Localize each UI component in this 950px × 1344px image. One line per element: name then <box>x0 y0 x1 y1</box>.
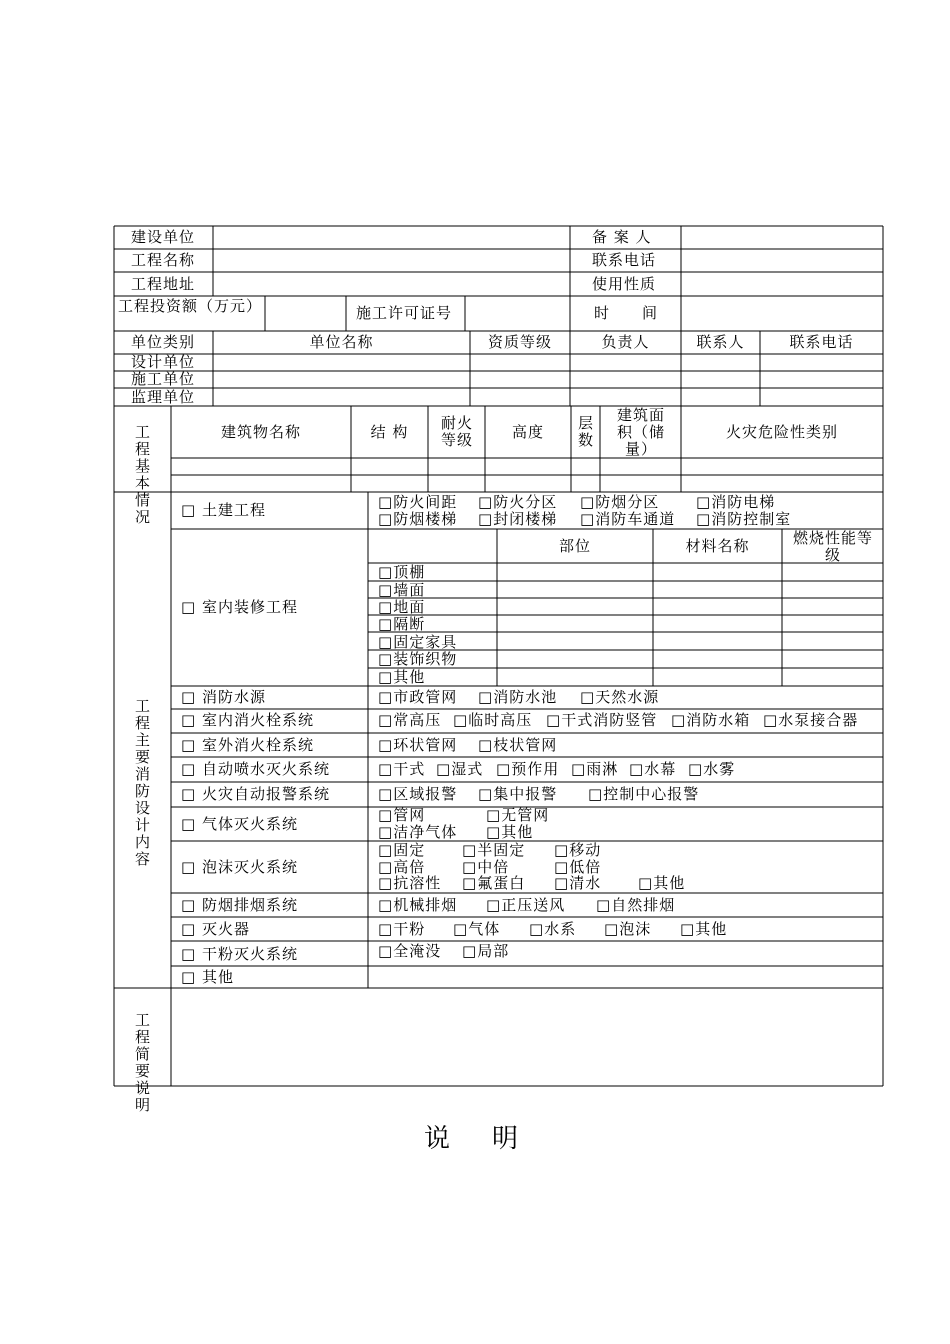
decor-part-floor[interactable]: □地面 <box>378 598 426 616</box>
sprinkler-item[interactable]: □ 自动喷水灭火系统 <box>181 760 330 778</box>
civil-works-item[interactable]: □ 土建工程 <box>181 501 266 519</box>
indoor-opt-high[interactable]: □常高压 <box>378 711 442 729</box>
civil-opt-compartment[interactable]: □防火分区 <box>478 493 558 511</box>
ext-opt-gas[interactable]: □气体 <box>453 920 501 938</box>
powder-opt-total-flood[interactable]: □全淹没 <box>378 942 442 960</box>
alarm-opt-central[interactable]: □集中报警 <box>478 785 558 803</box>
indoor-opt-pump-adapter[interactable]: □水泵接合器 <box>763 711 859 729</box>
other-item[interactable]: □ 其他 <box>181 968 234 986</box>
checkbox-icon: □ <box>181 688 197 706</box>
alarm-opt-control-center[interactable]: □控制中心报警 <box>588 785 700 803</box>
time-label: 时 间 <box>594 304 659 322</box>
ext-opt-foam[interactable]: □泡沫 <box>604 920 652 938</box>
decor-part-other[interactable]: □其他 <box>378 668 426 686</box>
decor-part-partition[interactable]: □隔断 <box>378 615 426 633</box>
filer-label: 备 案 人 <box>592 228 652 246</box>
sprinkler-opt-mist[interactable]: □水雾 <box>688 760 736 778</box>
checkbox-icon: □ <box>181 896 197 914</box>
summary-section-label: 工程简要说明 <box>134 1011 151 1114</box>
water-opt-pool[interactable]: □消防水池 <box>478 688 558 706</box>
foam-opt-fixed[interactable]: □固定 <box>378 841 426 859</box>
decor-part-fabric[interactable]: □装饰织物 <box>378 650 458 668</box>
height-header: 高度 <box>511 423 544 441</box>
indoor-opt-dry-riser[interactable]: □干式消防竖管 <box>546 711 658 729</box>
structure-header: 结 构 <box>370 423 409 441</box>
foam-opt-semi-fixed[interactable]: □半固定 <box>462 841 526 859</box>
qualification-header: 资质等级 <box>487 333 552 351</box>
decor-flammability-header: 燃烧性能等级 <box>792 529 873 564</box>
civil-opt-closed-stair[interactable]: □封闭楼梯 <box>478 510 558 528</box>
foam-opt-anti-solvent[interactable]: □抗溶性 <box>378 874 442 892</box>
sprinkler-opt-preaction[interactable]: □预作用 <box>496 760 560 778</box>
checkbox-icon: □ <box>181 760 197 778</box>
indoor-opt-tank[interactable]: □消防水箱 <box>671 711 751 729</box>
foam-opt-medium[interactable]: □中倍 <box>462 858 510 876</box>
checkbox-icon: □ <box>181 711 197 729</box>
unit-name-header: 单位名称 <box>309 333 374 351</box>
project-name-label: 工程名称 <box>131 251 196 269</box>
civil-opt-spacing[interactable]: □防火间距 <box>378 493 458 511</box>
checkbox-icon: □ <box>181 598 197 616</box>
foam-opt-high[interactable]: □高倍 <box>378 858 426 876</box>
indoor-hydrant-item[interactable]: □ 室内消火栓系统 <box>181 711 314 729</box>
civil-opt-fire-lane[interactable]: □消防车通道 <box>580 510 676 528</box>
decor-part-header: 部位 <box>558 537 591 555</box>
design-section-label: 工程主要消防设计内容 <box>134 697 151 868</box>
checkbox-icon: □ <box>181 968 197 986</box>
civil-opt-control-room[interactable]: □消防控制室 <box>696 510 792 528</box>
checkbox-icon: □ <box>181 858 197 876</box>
smoke-opt-mechanical[interactable]: □机械排烟 <box>378 896 458 914</box>
gas-opt-pipe[interactable]: □管网 <box>378 806 426 824</box>
foam-system-item[interactable]: □ 泡沫灭火系统 <box>181 858 298 876</box>
foam-opt-mobile[interactable]: □移动 <box>554 841 602 859</box>
unit-type-header: 单位类别 <box>131 333 196 351</box>
investment-label: 工程投资额（万元） <box>118 297 263 315</box>
extinguisher-item[interactable]: □ 灭火器 <box>181 920 250 938</box>
building-name-header: 建筑物名称 <box>220 423 301 441</box>
contact-phone-header: 联系电话 <box>789 333 854 351</box>
smoke-opt-natural[interactable]: □自然排烟 <box>596 896 676 914</box>
sprinkler-opt-dry[interactable]: □干式 <box>378 760 426 778</box>
contact-header: 联系人 <box>696 333 745 351</box>
fire-rating-header: 耐火等级 <box>440 414 473 449</box>
explanation-title: 说 明 <box>423 1124 526 1154</box>
dry-powder-item[interactable]: □ 干粉灭火系统 <box>181 945 298 963</box>
civil-opt-elevator[interactable]: □消防电梯 <box>696 493 776 511</box>
supervision-unit-label: 监理单位 <box>131 388 196 406</box>
fire-alarm-item[interactable]: □ 火灾自动报警系统 <box>181 785 330 803</box>
design-unit-label: 设计单位 <box>131 353 196 371</box>
indoor-opt-temp-high[interactable]: □临时高压 <box>453 711 533 729</box>
sprinkler-opt-curtain[interactable]: □水幕 <box>629 760 677 778</box>
gas-system-item[interactable]: □ 气体灭火系统 <box>181 815 298 833</box>
foam-opt-low[interactable]: □低倍 <box>554 858 602 876</box>
builder-label: 建设单位 <box>131 228 196 246</box>
responsible-header: 负责人 <box>601 333 650 351</box>
checkbox-icon: □ <box>181 785 197 803</box>
smoke-control-item[interactable]: □ 防烟排烟系统 <box>181 896 298 914</box>
alarm-opt-area[interactable]: □区域报警 <box>378 785 458 803</box>
gas-opt-other[interactable]: □其他 <box>486 823 534 841</box>
powder-opt-local[interactable]: □局部 <box>462 942 510 960</box>
checkbox-icon: □ <box>181 815 197 833</box>
sprinkler-opt-wet[interactable]: □湿式 <box>436 760 484 778</box>
decor-part-ceiling[interactable]: □顶棚 <box>378 563 426 581</box>
foam-opt-other[interactable]: □其他 <box>638 874 686 892</box>
checkbox-icon: □ <box>181 920 197 938</box>
civil-opt-smoke-stair[interactable]: □防烟楼梯 <box>378 510 458 528</box>
foam-opt-fluoroprotein[interactable]: □氟蛋白 <box>462 874 526 892</box>
checkbox-icon: □ <box>181 945 197 963</box>
checkbox-icon: □ <box>181 736 197 754</box>
decor-part-furniture[interactable]: □固定家具 <box>378 633 458 651</box>
gas-opt-clean[interactable]: □洁净气体 <box>378 823 458 841</box>
sprinkler-opt-deluge[interactable]: □雨淋 <box>571 760 619 778</box>
basic-info-section-label: 工程基本情况 <box>134 423 151 526</box>
outdoor-opt-branch[interactable]: □枝状管网 <box>478 736 558 754</box>
use-label: 使用性质 <box>592 275 657 293</box>
ext-opt-powder[interactable]: □干粉 <box>378 920 426 938</box>
foam-opt-water[interactable]: □清水 <box>554 874 602 892</box>
water-opt-municipal[interactable]: □市政管网 <box>378 688 458 706</box>
phone-label: 联系电话 <box>592 251 657 269</box>
floor-area-header: 建筑面积（储量） <box>616 406 665 458</box>
floors-header: 层数 <box>577 414 594 449</box>
construction-unit-label: 施工单位 <box>131 370 196 388</box>
smoke-opt-pressurized[interactable]: □正压送风 <box>486 896 566 914</box>
water-source-item[interactable]: □ 消防水源 <box>181 688 266 706</box>
ext-opt-water[interactable]: □水系 <box>529 920 577 938</box>
outdoor-hydrant-item[interactable]: □ 室外消火栓系统 <box>181 736 314 754</box>
address-label: 工程地址 <box>131 275 196 293</box>
civil-opt-smoke-zone[interactable]: □防烟分区 <box>580 493 660 511</box>
outdoor-opt-ring[interactable]: □环状管网 <box>378 736 458 754</box>
decor-part-wall[interactable]: □墙面 <box>378 581 426 599</box>
permit-label: 施工许可证号 <box>356 304 453 322</box>
gas-opt-no-pipe[interactable]: □无管网 <box>486 806 550 824</box>
water-opt-natural[interactable]: □天然水源 <box>580 688 660 706</box>
checkbox-icon: □ <box>181 501 197 519</box>
fire-hazard-header: 火灾危险性类别 <box>725 423 838 441</box>
ext-opt-other[interactable]: □其他 <box>680 920 728 938</box>
decor-material-header: 材料名称 <box>685 537 750 555</box>
interior-decoration-item[interactable]: □ 室内装修工程 <box>181 598 298 616</box>
